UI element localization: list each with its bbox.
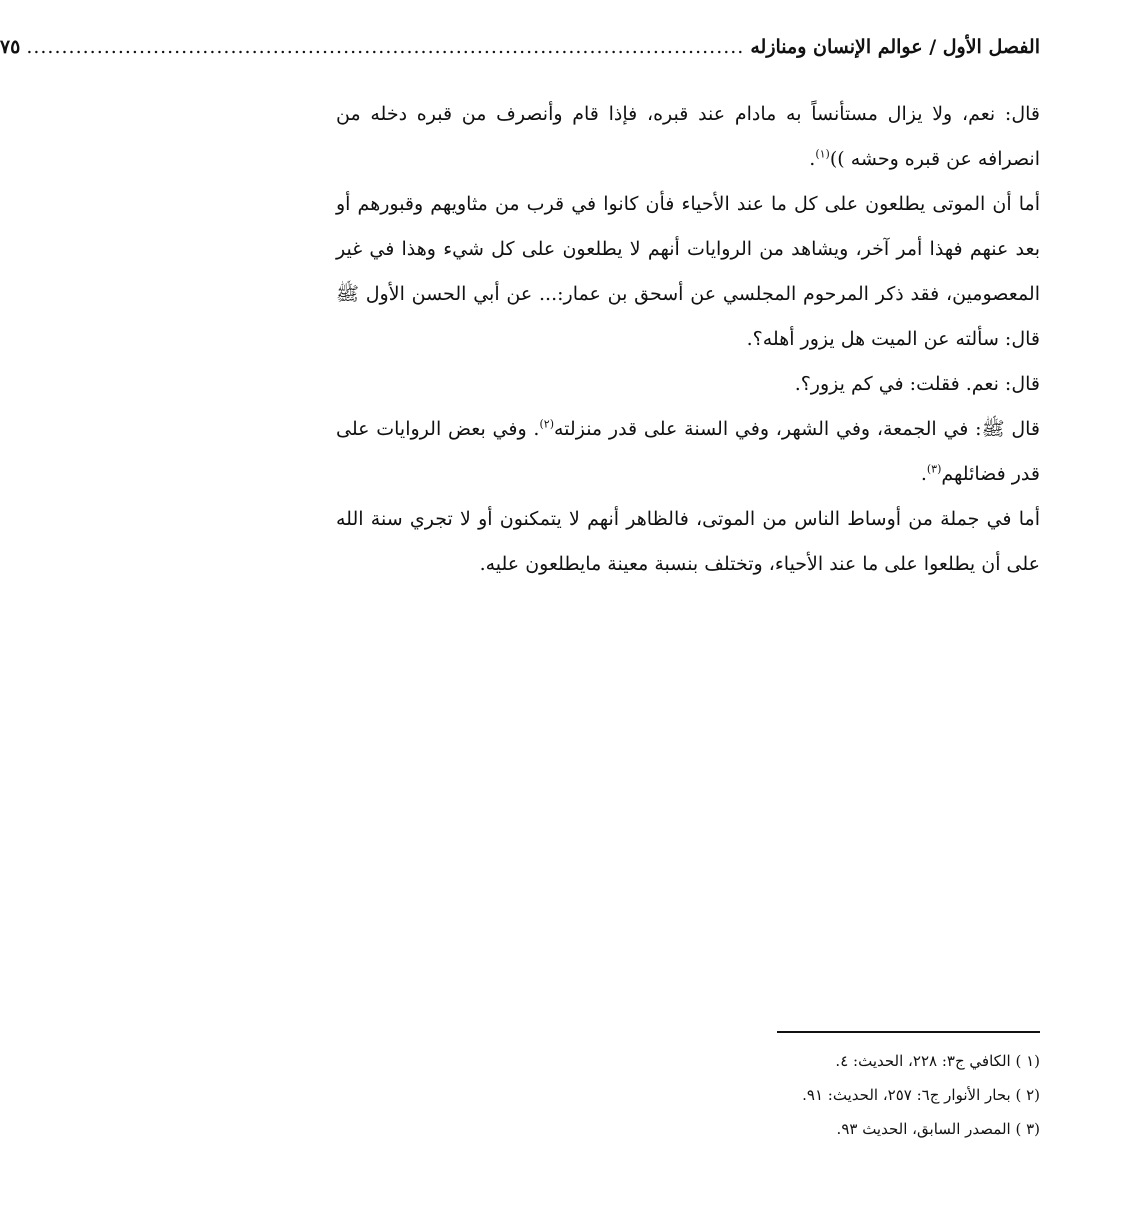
paragraph-text: أما أن الموتى يطلعون على كل ما عند الأحياء فأن كانوا في قرب من مثاويهم وقبورهم أو بعد عنهم فهذا أمر آخر، ويشاهد من الروايات أنهم لا يطلعون على كل شيء وهذا في غير المعصومين، فقد ذكر المرحوم المجلسي عن أسحق بن عمار:... عن أبي الحسن الأول ﷺ قال: سألته عن الميت هل يزور أهله؟.	[336, 193, 1040, 350]
footnotes	[336, 1044, 1040, 1146]
paragraph-tail-2: .	[920, 463, 927, 485]
paragraph-tail: .	[809, 148, 816, 170]
footnote-3: (٣ ) المصدر السابق، الحديث ٩٣.	[836, 1120, 1040, 1138]
main-text	[336, 92, 1040, 587]
footnote-ref-1: (١)	[815, 147, 830, 161]
leader-dots: ......................................................................................................	[26, 36, 745, 58]
paragraph-5	[336, 497, 1040, 587]
paragraph-tail: . وفي بعض الروايات على قدر فضائلهم	[336, 418, 1040, 485]
paragraph-text: أما في جملة من أوساط الناس من الموتى، فالظاهر أنهم لا يتمكنون أو لا تجري سنة الله على أن يطلعوا على ما عند الأحياء، وتختلف بنسبة معينة مايطلعون عليه.	[336, 508, 1040, 575]
paragraph-text: قال: نعم، ولا يزال مستأنساً به مادام عند قبره، فإذا قام وأنصرف من قبره دخله من انصرافه عن قبره وحشه ))	[336, 103, 1040, 170]
footnote-ref-3: (٣)	[926, 462, 942, 476]
paragraph-1	[336, 92, 1040, 182]
page-number: ٧٥	[0, 36, 21, 58]
footnote-ref-2: (٢)	[539, 417, 554, 431]
paragraph-3	[336, 362, 1040, 407]
paragraph-text: قال: نعم. فقلت: في كم يزور؟.	[794, 373, 1040, 395]
chapter-title: الفصل الأول / عوالم الإنسان ومنازله	[750, 36, 1040, 58]
paragraph-4	[336, 407, 1040, 497]
footnote-divider	[777, 1031, 1040, 1033]
footnote-1: (١ ) الكافي ج٣: ٢٢٨، الحديث: ٤.	[835, 1052, 1040, 1070]
footnote-2: (٢ ) بحار الأنوار ج٦: ٢٥٧، الحديث: ٩١.	[802, 1086, 1040, 1104]
paragraph-2	[336, 182, 1040, 362]
paragraph-text: قال ﷺ: في الجمعة، وفي الشهر، وفي السنة على قدر منزلته	[554, 418, 1040, 440]
running-header	[0, 36, 1040, 62]
